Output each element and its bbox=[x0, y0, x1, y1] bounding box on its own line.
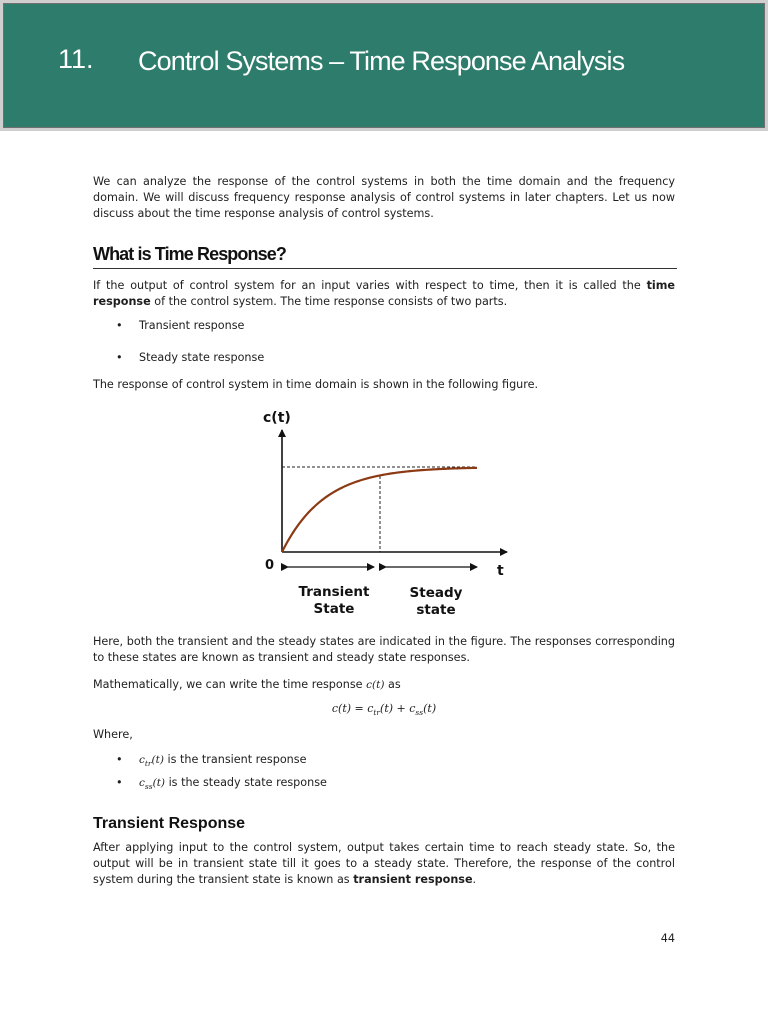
time-response-equation: $c(t) = c_{tr}(t) + c_{ss}(t)$ bbox=[331, 702, 437, 718]
response-curve bbox=[282, 468, 477, 552]
math-intro-as: as bbox=[387, 678, 401, 691]
figure-intro-paragraph: The response of control system in time domain is shown in the following figure. bbox=[93, 378, 539, 391]
y-axis-label: c(t) bbox=[263, 410, 291, 426]
transient-label-line2: State bbox=[313, 601, 355, 617]
section-heading-transient-response: Transient Response bbox=[93, 815, 246, 832]
transient-response-paragraph: After applying input to the control system, output takes certain time to reach steady state. So, the output will be in transient state till it goes to a steady state. Therefore, the response of the control system during the transient state is known as transient response. bbox=[93, 841, 675, 887]
steady-label-line2: state bbox=[416, 602, 456, 618]
where-label: Where, bbox=[93, 728, 133, 741]
chapter-banner bbox=[0, 0, 768, 131]
origin-label: 0 bbox=[265, 558, 275, 573]
math-intro-text: Mathematically, we can write the time response bbox=[93, 678, 363, 691]
bullet-dot: • bbox=[116, 753, 123, 766]
time-response-paragraph bbox=[93, 278, 675, 310]
states-paragraph: Here, both the transient and the steady states are indicated in the figure. The responses corresponding to these states are known as transient and steady state responses. bbox=[93, 635, 675, 665]
time-response-bold: time response bbox=[93, 279, 675, 309]
transient-label-line1: Transient bbox=[298, 584, 370, 600]
chapter-banner-fill bbox=[3, 3, 765, 128]
page-number: 44 bbox=[660, 932, 675, 945]
time-response-figure bbox=[255, 400, 525, 625]
intro-paragraph: We can analyze the response of the control systems in both the time domain and the frequency domain. We will discuss frequency response analysis of control systems in later chapters. Let us now discuss about the time response analysis of control systems. bbox=[93, 175, 675, 221]
chapter-number: 11. bbox=[58, 44, 94, 74]
time-response-text-1: If the output of control system for an input varies with respect to time, then it is called the bbox=[93, 279, 647, 292]
steady-label-line1: Steady bbox=[409, 585, 463, 601]
chapter-title: Control Systems – Time Response Analysis bbox=[138, 46, 625, 76]
bullet-dot: • bbox=[116, 319, 123, 332]
bullet-dot: • bbox=[116, 351, 123, 364]
transient-response-bold: transient response bbox=[353, 873, 473, 887]
definition-transient: $c_{tr}(t)$ is the transient response bbox=[139, 753, 307, 769]
x-axis-label: t bbox=[497, 563, 504, 579]
math-intro-paragraph bbox=[93, 677, 675, 693]
math-inline-symbol: c(t) bbox=[366, 679, 385, 691]
section-heading-time-response: What is Time Response? bbox=[93, 244, 677, 269]
definition-steady: $c_{ss}(t)$ is the steady state response bbox=[139, 776, 327, 792]
bullet-steady-state-response: Steady state response bbox=[139, 351, 265, 364]
bullet-transient-response: Transient response bbox=[139, 319, 245, 332]
bullet-dot: • bbox=[116, 776, 123, 789]
time-response-text-2: of the control system. The time response consists of two parts. bbox=[150, 295, 508, 309]
